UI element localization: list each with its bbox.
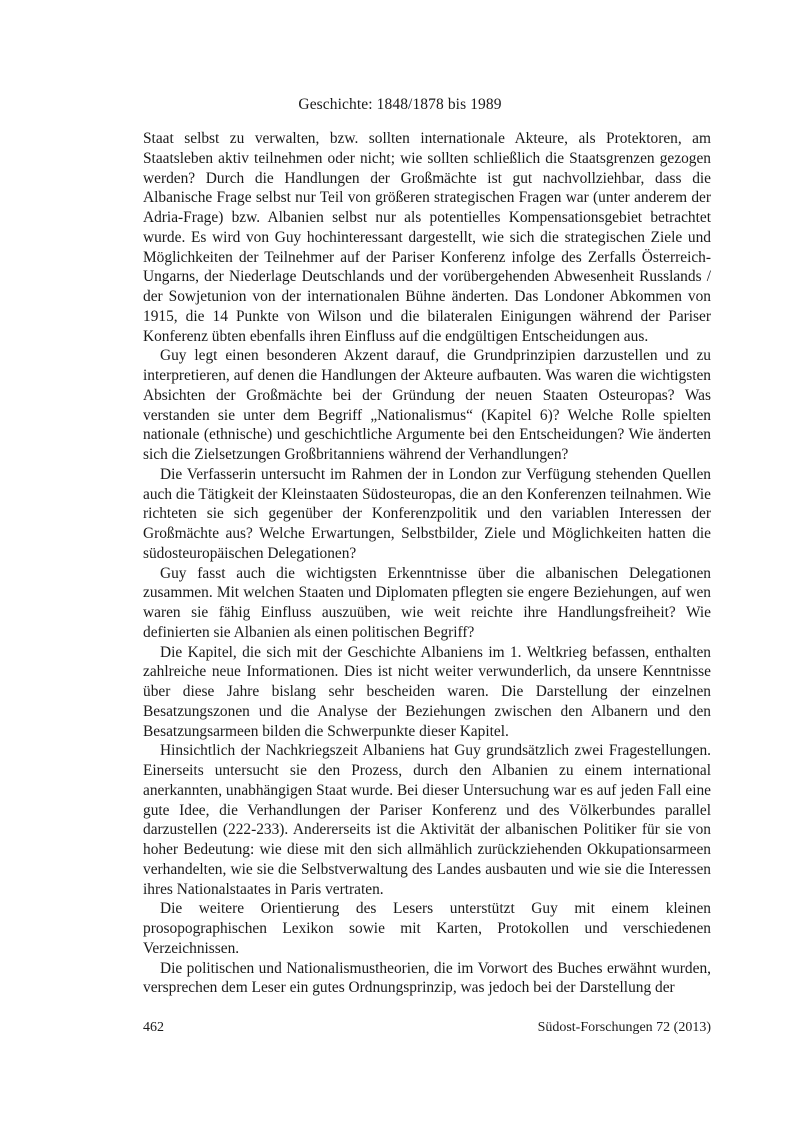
article-body: [143, 129, 711, 998]
paragraph: Guy fasst auch die wichtigsten Erkenntnisse über die albanischen Delegationen zusammen. Mit welchen Staaten und Diplomaten pflegten sie engere Beziehungen, auf wen waren sie fähig Einfluss auszuüben, wie weit reichte ihre Handlungsfreiheit? Wie definierten sie Albanien als einen politischen Begriff?: [143, 564, 711, 641]
paragraph: Guy legt einen besonderen Akzent darauf, die Grundprinzipien darzustellen und zu interpretieren, auf denen die Handlungen der Akteure aufbauten. Was waren die wichtigsten Absichten der Großmächte bei der Gründung der neuen Staaten Osteuropas? Was verstanden sie unter dem Begriff „Nationalismus“ (Kapitel 6)? Welche Rolle spielten nationale (ethnische) und geschichtliche Argumente bei den Entscheidungen? Wie änderten sich die Zielsetzungen Großbritanniens während der Verhandlungen?: [143, 347, 711, 463]
paragraph: Die politischen und Nationalismustheorien, die im Vorwort des Buches erwähnt wurden, versprechen dem Leser ein gutes Ordnungsprinzip, was jedoch bei der Darstellung der: [143, 959, 711, 997]
paragraph: Die Verfasserin untersucht im Rahmen der in London zur Verfügung stehenden Quellen auch die Tätigkeit der Kleinstaaten Südosteuropas, die an den Konferenzen teilnahmen. Wie richteten sie sich gegenüber der Konferenzpolitik und den variablen Interessen der Großmächte aus? Welche Erwartungen, Selbstbilder, Ziele und Möglichkeiten hatten die südosteuropäischen Delegationen?: [143, 465, 711, 562]
paragraph: Die weitere Orientierung des Lesers unterstützt Guy mit einem kleinen prosopographischen Lexikon sowie mit Karten, Protokollen und verschiedenen Verzeichnissen.: [143, 900, 711, 957]
paragraph: Staat selbst zu verwalten, bzw. sollten internationale Akteure, als Protektoren, am Staatsleben aktiv teilnehmen oder nicht; wie sollten schließlich die Staatsgrenzen gezogen werden? Durch die Handlungen der Großmächte ist gut nachvollziehbar, dass die Albanische Frage selbst nur Teil von größeren strategischen Fragen war (unter anderem der Adria-Frage) bzw. Albanien selbst nur als potentielles Kompensationsgebiet betrachtet wurde. Es wird von Guy hochinteressant dargestellt, wie sich die strategischen Ziele und Möglichkeiten der Teilnehmer auf der Pariser Konferenz infolge des Zerfalls Österreich-Ungarns, der Niederlage Deutschlands und der vorübergehenden Abwesenheit Russlands / der Sowjetunion von der internationalen Bühne änderten. Das Londoner Abkommen von 1915, die 14 Punkte von Wilson und die bilateralen Einigungen während der Pariser Konferenz übten ebenfalls ihren Einfluss auf die endgültigen Entscheidungen aus.: [143, 130, 711, 345]
running-head: Geschichte: 1848/1878 bis 1989: [298, 96, 502, 113]
paragraph: Hinsichtlich der Nachkriegszeit Albaniens hat Guy grundsätzlich zwei Fragestellungen. Einerseits untersucht sie den Prozess, durch den Albanien zu einem international anerkannten, unabhängigen Staat wurde. Bei dieser Untersuchung war es auf jeden Fall eine gute Idee, die Verhandlungen der Pariser Konferenz und des Völkerbundes parallel darzustellen (222-233). Andererseits ist die Aktivität der albanischen Politiker für sie von hoher Bedeutung: wie diese mit den sich allmählich zurückziehenden Okkupationsarmeen verhandelten, wie sie die Selbstverwaltung des Landes ausbauten und wie sie die Interessen ihres Nationalstaates in Paris vertraten.: [143, 742, 711, 898]
paragraph: Die Kapitel, die sich mit der Geschichte Albaniens im 1. Weltkrieg befassen, enthalten zahlreiche neue Informationen. Dies ist nicht weiter verwunderlich, da unsere Kenntnisse über diese Jahre bislang sehr bescheiden waren. Die Darstellung der einzelnen Besatzungszonen und die Analyse der Beziehungen zwischen den Albanern und den Besatzungsarmeen bilden die Schwerpunkte dieser Kapitel.: [143, 643, 711, 740]
journal-citation: Südost-Forschungen 72 (2013): [537, 1020, 711, 1035]
page-number: 462: [143, 1020, 164, 1035]
